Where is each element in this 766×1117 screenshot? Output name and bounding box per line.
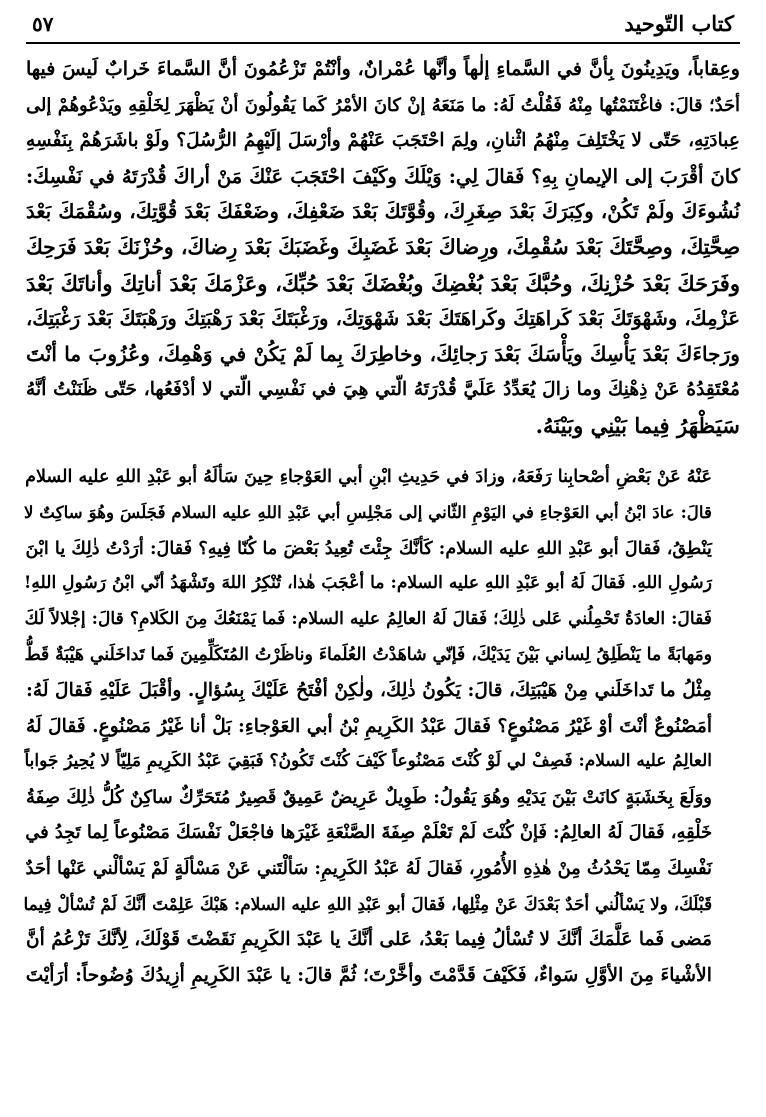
text-line: وعِقاباً، ويَدِينُونَ بِأنَّ في السَّماءِ إلٰهاً وأنَّها عُمْرانٌ، وأنْتُمْ تَزْعُمُونَ أنَّ السَّماءَ خَرابٌ لَيسَ فيها (26, 58, 740, 80)
text-line: أحَدٌ؛ قالَ: فاغْتَنَمْتُها مِنْهُ فَقُلْتُ لَهُ: ما مَنَعَهُ إنْ كانَ الأمْرُ كَما يَقُولُونَ أنْ يَظْهَرَ لِخَلْقِهِ ويَدْعُوهُمْ إلى (26, 94, 740, 116)
text-line: يَنْطِقُ، فَقالَ أبو عَبْدِ اللهِ عليه السلام: كَأنَّكَ جِئْتَ تُعِيدُ بَعْضَ ما كُنّا فِيهِ؟ فَقالَ: أرَدْتُ ذٰلِكَ يا ابْنَ (25, 537, 712, 559)
text-line: مُعْتَقِدُهُ عَنْ ذِهْنِكَ وما زالَ يُعَدِّدُ عَلَيَّ قُدْرَتَهُ الّتي هِيَ في نَفْسِي الّتي لا أدْفَعُها، حَتّى ظَنَنْتُ أنَّهُ (26, 378, 740, 401)
text-line: ووَلَعَ بِخَشَبَةٍ كانَتْ بَيْنَ يَدَيْهِ وهُوَ يَقُولُ: طَوِيلٌ عَرِيضٌ عَمِيقٌ قَصِيرٌ مُتَحَرِّكٌ ساكِنٌ كُلُّ ذٰلِكَ صِفَةُ (26, 786, 712, 808)
text-line: مِثْلُ ما تَداخَلَني مِنْ هَيْبَتِكَ، قالَ: يَكُونُ ذٰلِكَ، ولٰكِنْ أفْتَحُ عَلَيْكَ بِسُؤالٍ. وأقْبَلَ عَلَيْهِ فَقالَ لَهُ: (26, 680, 712, 702)
text-line: نَفْسِكَ مِمّا يَحْدُثُ مِنْ هٰذِهِ الأُمُورِ، فَقالَ لَهُ عَبْدُ الكَرِيمِ: سَألْتَني عَنْ مَسْألَةٍ لَمْ يَسْألْني عَنْها أحَدٌ (25, 858, 712, 880)
text-line: سَيَظْهَرُ فِيما بَيْنِي وبَيْنَهُ. (535, 412, 740, 438)
text-line: أمَصْنُوعٌ أنْتَ أوْ غَيْرُ مَصْنُوعٍ؟ فَقالَ عَبْدُ الكَرِيمِ بْنُ أبي العَوْجاءِ: بَلْ أنا غَيْرُ مَصْنُوعٍ. فَقالَ لَهُ (26, 715, 712, 737)
text-line: رَسُولِ اللهِ. فَقالَ لَهُ أبو عَبْدِ اللهِ عليه السلام: ما أعْجَبَ هٰذا، تُنْكِرُ اللهَ وتَشْهَدُ أنّي ابْنُ رَسُولِ اللهِ! (23, 573, 712, 594)
page-number: ٥٧ (32, 12, 54, 36)
text-line: ورَجاءَكَ بَعْدَ يَأْسِكَ ويَأْسَكَ بَعْدَ رَجائِكَ، وخاطِرَكَ بِما لَمْ يَكُنْ في وَهْمِكَ، وعُزُوبَ ما أنْتَ (26, 341, 740, 366)
text-line: فَقالَ: العادَةُ تَحْمِلُني عَلى ذٰلِكَ؛ فَقالَ لَهُ العالِمُ عليه السلام: فَما يَمْنَعُكَ مِنَ الكَلامِ؟ قالَ: إجْلالاً لَكَ (24, 608, 712, 629)
text-line: صِحَّتِكَ، وصِحَّتَكَ بَعْدَ سُقْمِكَ، ورِضاكَ بَعْدَ غَضَبِكَ وغَضَبَكَ بَعْدَ رِضاكَ، وحُزْنَكَ بَعْدَ فَرَحِكَ (26, 234, 740, 259)
text-line: نُشُوءَكَ ولَمْ تَكُنْ، وكِبَرَكَ بَعْدَ صِغَرِكَ، وقُوَّتَكَ بَعْدَ ضَعْفِكَ، وضَعْفَكَ بَعْدَ قُوَّتِكَ، وسُقْمَكَ بَعْدَ (26, 200, 740, 224)
text-line: خَلْقِهِ، فَقالَ لَهُ العالِمُ: فَإنْ كُنْتَ لَمْ تَعْلَمْ صِفَةَ الصَّنْعَةِ غَيْرَها فاجْعَلْ نَفْسَكَ مَصْنُوعاً لِما تَجِدُ في (25, 822, 712, 844)
text-line: الأشْياءَ مِنَ الأوَّلِ سَواءٌ، فَكَيْفَ قَدَّمْتَ وأخَّرْتَ؛ ثُمَّ قالَ: يا عَبْدَ الكَرِيمِ أزِيدُكَ وُضُوحاً: أرَأيْتَ (25, 963, 712, 986)
text-line: قالَ: عادَ ابْنُ أبي العَوْجاءِ في اليَوْمِ الثّاني إلى مَجْلِسِ أبي عَبْدِ اللهِ عليه السلام فَجَلَسَ وهُوَ ساكِتٌ لا (23, 502, 712, 523)
text-line: كانَ أقْرَبَ إلى الإيمانِ بِهِ؟ فَقالَ لِي: وَيْلَكَ وكَيْفَ احْتَجَبَ عَنْكَ مَنْ أراكَ قُدْرَتَهُ في نَفْسِكَ: (26, 164, 740, 188)
paragraph-1 (26, 52, 740, 444)
text-line: قَبْلَكَ، ولا يَسْألُني أحَدٌ بَعْدَكَ عَنْ مِثْلِها، فَقالَ أبو عَبْدِ اللهِ عليه السلام: هَبْكَ عَلِمْتَ أنَّكَ لَمْ تُسْألْ فِيما (23, 893, 712, 914)
header-rule (26, 42, 740, 44)
page-body (23, 52, 740, 993)
text-line: وفَرَحَكَ بَعْدَ حُزْنِكَ، وحُبَّكَ بَعْدَ بُغْضِكَ وبُغْضَكَ بَعْدَ حُبِّكَ، وعَزْمَكَ بَعْدَ أناتِكَ وأناتَكَ بَعْدَ (26, 270, 740, 296)
text-line: عِبادَتِهِ، حَتّى لا يَخْتَلِفَ مِنْهُمُ اثْنانِ، ولِمَ احْتَجَبَ عَنْهُمْ وأرْسَلَ إلَيْهِمُ الرُّسُلَ؟ ولَوْ باشَرَهُمْ بِنَفْسِهِ (26, 130, 740, 152)
paragraph-2 (23, 460, 740, 994)
page-header (26, 0, 740, 42)
text-line: مَضى فَما عَلَّمَكَ أنَّكَ لا تُسْألُ فِيما بَعْدُ، عَلى أنَّكَ يا عَبْدَ الكَرِيمِ نَقَضْتَ قَوْلَكَ، لِأنَّكَ تَزْعُمُ أنَّ (26, 929, 712, 951)
text-line: ومَهابَةً ما يَنْطَلِقُ لِساني بَيْنَ يَدَيْكَ، فَإنّي شاهَدْتُ العُلَماءَ وناظَرْتُ المُتَكَلِّمِينَ فَما تَداخَلَني هَيْبَةٌ قَطُّ (24, 644, 712, 665)
text-line: العالِمُ عليه السلام: فَصِفْ لي لَوْ كُنْتَ مَصْنُوعاً كَيْفَ كُنْتَ تَكُونُ؟ فَبَقِيَ عَبْدُ الكَرِيمِ مَلِيّاً لا يُحِيرُ جَواباً (24, 751, 712, 772)
text-line: عَزْمِكَ، وشَهْوَتَكَ بَعْدَ كَراهَتِكَ وكَراهَتَكَ بَعْدَ شَهْوَتِكَ، ورَغْبَتَكَ بَعْدَ رَهْبَتِكَ ورَهْبَتَكَ بَعْدَ رَغْبَتِكَ، (26, 307, 740, 331)
running-title: كتاب التّوحيد (624, 11, 734, 36)
text-line: عَنْهُ عَنْ بَعْضِ أصْحابِنا رَفَعَهُ، وزادَ في حَدِيثِ ابْنِ أبي العَوْجاءِ حِينَ سَألَهُ أبو عَبْدِ اللهِ عليه السلام (25, 466, 712, 487)
